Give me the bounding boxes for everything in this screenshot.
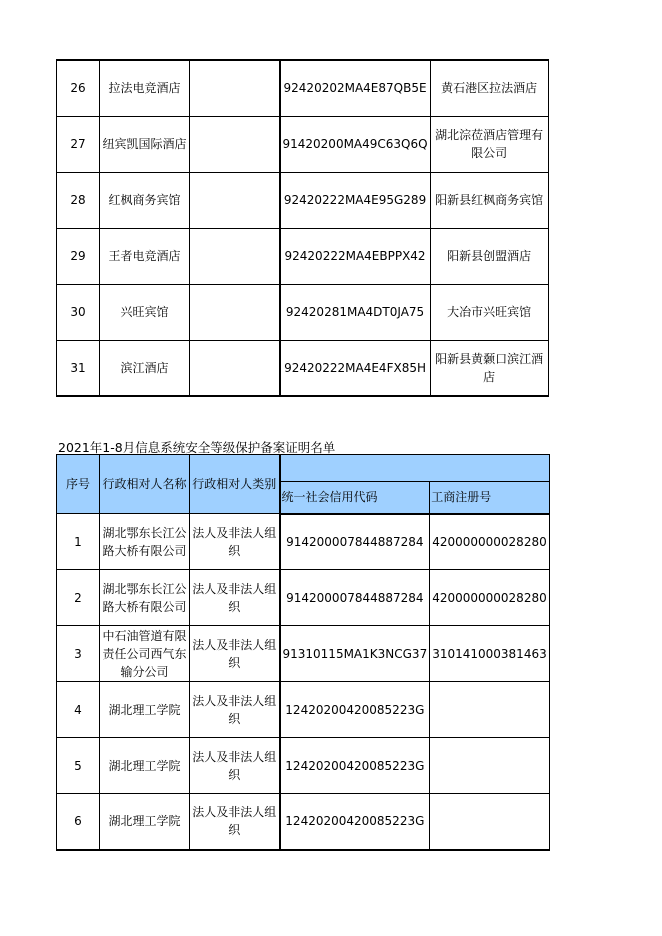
- security-filing-table: [56, 454, 550, 851]
- row-number: 1: [57, 514, 100, 570]
- table-row: [57, 570, 550, 626]
- header-no: 序号: [57, 455, 100, 514]
- row-number: 4: [57, 682, 100, 738]
- row-entity: 湖北淙莅酒店管理有限公司: [430, 116, 548, 172]
- row-name: 湖北鄂东长江公路大桥有限公司: [100, 514, 190, 570]
- table-row: [57, 794, 550, 850]
- row-reg-no: [430, 738, 550, 794]
- row-name: 湖北理工学院: [100, 794, 190, 850]
- row-number: 5: [57, 738, 100, 794]
- row-credit-code: 914200007844887284: [280, 514, 430, 570]
- row-credit-code: 92420222MA4EBPPX42: [280, 228, 431, 284]
- row-credit-code: 91310115MA1K3NCG37: [280, 626, 430, 682]
- row-name: 湖北理工学院: [100, 682, 190, 738]
- row-number: 29: [57, 228, 100, 284]
- table-row: [57, 60, 549, 116]
- row-number: 31: [57, 340, 100, 396]
- row-reg-no: 310141000381463: [430, 626, 550, 682]
- table-row: [57, 284, 549, 340]
- row-credit-code: 92420281MA4DT0JA75: [280, 284, 431, 340]
- row-credit-code: 91420200MA49C63Q6Q: [280, 116, 431, 172]
- row-entity: 阳新县创盟酒店: [430, 228, 548, 284]
- row-type: [190, 340, 280, 396]
- row-type: 法人及非法人组织: [190, 794, 280, 850]
- table-row: [57, 228, 549, 284]
- table-row: [57, 738, 550, 794]
- row-type: 法人及非法人组织: [190, 626, 280, 682]
- row-name: 兴旺宾馆: [100, 284, 190, 340]
- row-name: 滨江酒店: [100, 340, 190, 396]
- row-name: 湖北理工学院: [100, 738, 190, 794]
- row-type: 法人及非法人组织: [190, 570, 280, 626]
- row-reg-no: 420000000028280: [430, 570, 550, 626]
- row-credit-code: 12420200420085223G: [280, 738, 430, 794]
- row-number: 2: [57, 570, 100, 626]
- row-type: [190, 172, 280, 228]
- row-reg-no: 420000000028280: [430, 514, 550, 570]
- row-credit-code: 12420200420085223G: [280, 682, 430, 738]
- row-entity: 黄石港区拉法酒店: [430, 60, 548, 116]
- row-name: 纽宾凯国际酒店: [100, 116, 190, 172]
- header-group: [280, 455, 550, 482]
- row-name: 王者电竞酒店: [100, 228, 190, 284]
- row-entity: 阳新县红枫商务宾馆: [430, 172, 548, 228]
- table-row: [57, 340, 549, 396]
- row-credit-code: 92420222MA4E95G289: [280, 172, 431, 228]
- row-type: [190, 284, 280, 340]
- table-row: [57, 172, 549, 228]
- row-type: 法人及非法人组织: [190, 514, 280, 570]
- section-title: 2021年1-8月信息系统安全等级保护备案证明名单: [58, 440, 336, 455]
- row-type: [190, 116, 280, 172]
- row-number: 28: [57, 172, 100, 228]
- row-type: 法人及非法人组织: [190, 738, 280, 794]
- header-reg-no: 工商注册号: [430, 482, 550, 514]
- row-credit-code: 92420202MA4E87QB5E: [280, 60, 431, 116]
- row-type: 法人及非法人组织: [190, 682, 280, 738]
- row-reg-no: [430, 794, 550, 850]
- header-credit-code: 统一社会信用代码: [280, 482, 430, 514]
- table-row: [57, 626, 550, 682]
- header-name: 行政相对人名称: [100, 455, 190, 514]
- row-type: [190, 60, 280, 116]
- row-credit-code: 92420222MA4E4FX85H: [280, 340, 431, 396]
- table-row: [57, 116, 549, 172]
- row-reg-no: [430, 682, 550, 738]
- row-number: 27: [57, 116, 100, 172]
- row-number: 26: [57, 60, 100, 116]
- license-table-continued: [56, 59, 549, 397]
- row-entity: 大冶市兴旺宾馆: [430, 284, 548, 340]
- row-type: [190, 228, 280, 284]
- row-name: 中石油管道有限责任公司西气东输分公司: [100, 626, 190, 682]
- row-name: 湖北鄂东长江公路大桥有限公司: [100, 570, 190, 626]
- row-name: 红枫商务宾馆: [100, 172, 190, 228]
- row-credit-code: 12420200420085223G: [280, 794, 430, 850]
- row-credit-code: 914200007844887284: [280, 570, 430, 626]
- table-row: [57, 682, 550, 738]
- row-name: 拉法电竞酒店: [100, 60, 190, 116]
- row-entity: 阳新县黄颡口滨江酒店: [430, 340, 548, 396]
- row-number: 30: [57, 284, 100, 340]
- header-type: 行政相对人类别: [190, 455, 280, 514]
- row-number: 3: [57, 626, 100, 682]
- row-number: 6: [57, 794, 100, 850]
- table-row: [57, 514, 550, 570]
